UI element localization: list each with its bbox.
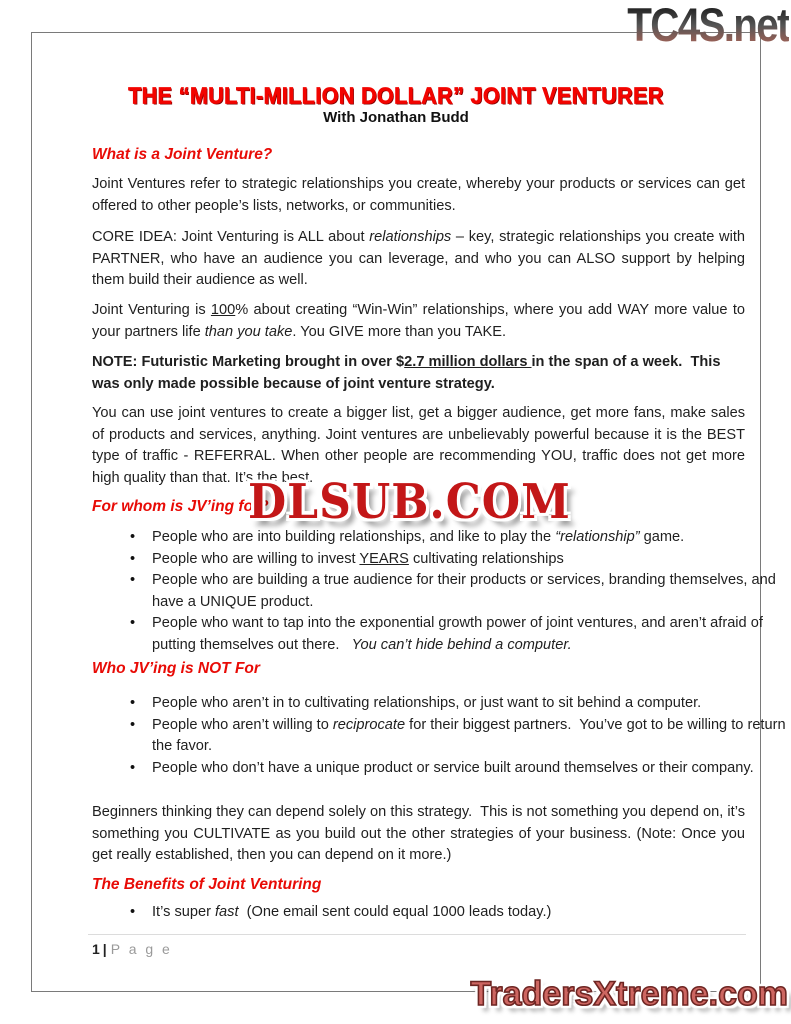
list-item: • People who aren’t in to cultivating relationships, or just want to sit behind a computer. bbox=[152, 693, 791, 715]
dlsub-watermark: DLSUB.COM bbox=[248, 474, 571, 530]
paragraph-definition: Joint Ventures refer to strategic relationships you create, whereby your products or services can get offered to other people’s lists, networks, or communities. bbox=[92, 176, 745, 214]
list-item: • People who are building a true audience for their products or services, branding themselves, and have a UNIQUE product. bbox=[152, 570, 791, 613]
paragraph-note-futuristic-marketing: NOTE: Futuristic Marketing brought in over $2.7 million dollars in the span of a week. This was only made possible because of joint venture strategy. bbox=[92, 354, 721, 392]
footer-page-label: P a g e bbox=[110, 941, 173, 957]
page-number: 1 bbox=[92, 941, 100, 957]
list-jv-for bbox=[92, 527, 791, 657]
list-jv-not-for bbox=[92, 693, 791, 779]
page-footer bbox=[92, 941, 172, 957]
list-benefits bbox=[92, 902, 791, 924]
heading-not-for: Who JV’ing is NOT For bbox=[92, 660, 260, 677]
footer-separator: | bbox=[102, 941, 107, 957]
list-item: • People who are into building relationships, and like to play the “relationship” game. bbox=[152, 527, 791, 549]
list-item: • People who are willing to invest YEARS cultivating relationships bbox=[152, 549, 791, 571]
document-subtitle: With Jonathan Budd bbox=[323, 109, 469, 126]
paragraph-beginners: Beginners thinking they can depend solely on this strategy. This is not something you depend on, it’s something you CULTIVATE as you build out the other strategies of your business. (Note: Once you get really established, then you can depend on it more.) bbox=[92, 804, 745, 864]
document-title: THE “MULTI-MILLION DOLLAR” JOINT VENTURER bbox=[128, 83, 664, 109]
heading-benefits: The Benefits of Joint Venturing bbox=[92, 876, 322, 893]
heading-for-whom: For whom is JV’ing for? bbox=[92, 498, 269, 515]
tradersxtreme-logo: TradersXtreme.com bbox=[470, 975, 788, 1013]
list-item: • People who want to tap into the exponential growth power of joint ventures, and aren’t afraid of putting themselves out there. You can’t hide behind a computer. bbox=[152, 613, 791, 656]
list-item: • It’s super fast (One email sent could equal 1000 leads today.) bbox=[152, 902, 791, 924]
list-item: • People who aren’t willing to reciprocate for their biggest partners. You’ve got to be willing to return the favor. bbox=[152, 715, 791, 758]
tc4s-logo: TC4S.net bbox=[627, 0, 789, 51]
paragraph-core-idea: CORE IDEA: Joint Venturing is ALL about relationships – key, strategic relationships you create with PARTNER, who have an audience you can leverage, and who you can ALSO support by helping them build their audience as well. bbox=[92, 229, 745, 289]
paragraph-uses: You can use joint ventures to create a bigger list, get a bigger audience, get more fans, make sales of products and services, anything. Joint ventures are unbelievably powerful because it is the BEST type of traffic - REFERRAL. When other people are recommending YOU, traffic does not get more high quality than that. It’s the best. bbox=[92, 405, 745, 486]
heading-what-is-a-joint-venture: What is a Joint Venture? bbox=[92, 146, 273, 163]
footer-divider-line bbox=[88, 934, 746, 935]
paragraph-win-win: Joint Venturing is 100% about creating “Win-Win” relationships, where you add WAY more value to your partners life than you take. You GIVE more than you TAKE. bbox=[92, 302, 745, 340]
list-item: • People who don’t have a unique product or service built around themselves or their company. bbox=[152, 758, 791, 780]
